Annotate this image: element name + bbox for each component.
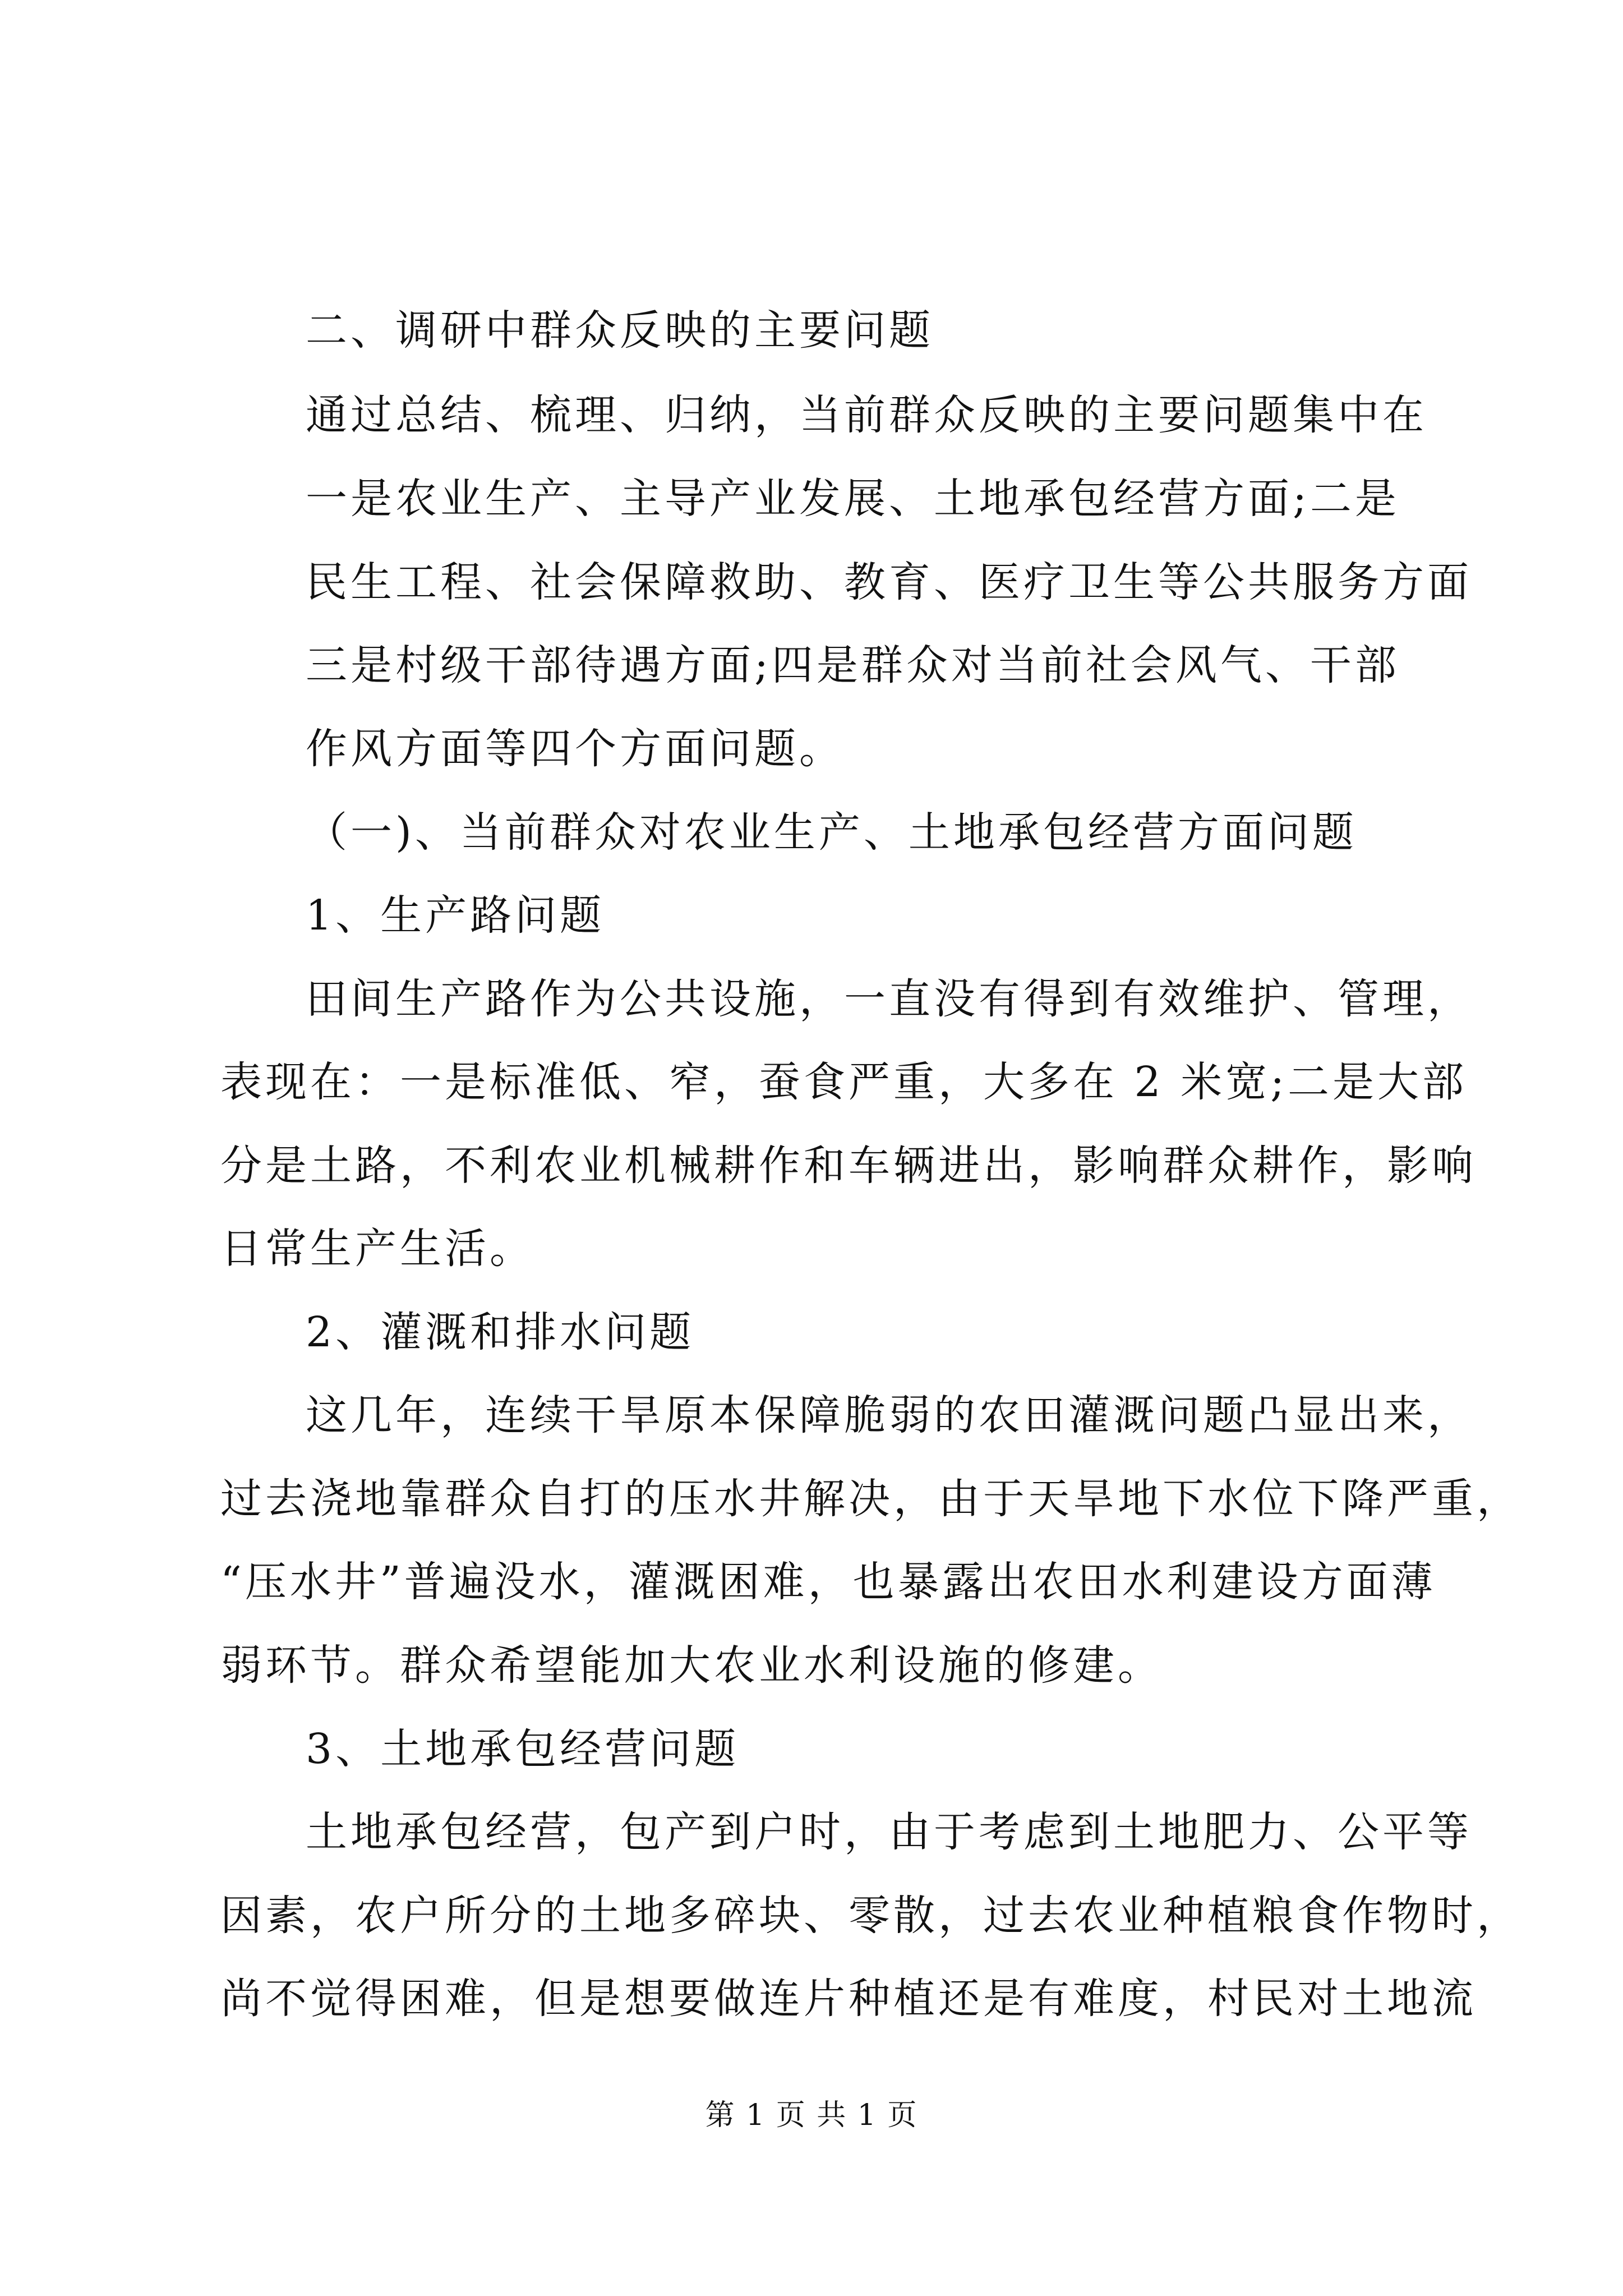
item-heading: 2、灌溉和排水问题 <box>306 1308 695 1356</box>
body-line: 一是农业生产、主导产业发展、土地承包经营方面;二是 <box>306 475 1400 523</box>
body-line: 三是村级干部待遇方面;四是群众对当前社会风气、干部 <box>306 641 1400 689</box>
subsection-heading: （一)、当前群众对农业生产、土地承包经营方面问题 <box>306 808 1357 857</box>
body-line: 作风方面等四个方面问题。 <box>306 725 844 773</box>
body-line: 田间生产路作为公共设施，一直没有得到有效维护、管理， <box>306 975 1472 1023</box>
page-number-footer: 第 1 页 共 1 页 <box>705 2099 918 2132</box>
item-heading: 3、土地承包经营问题 <box>306 1725 740 1773</box>
body-line: 表现在：一是标准低、窄，蚕食严重，大多在 2 米宽;二是大部 <box>220 1058 1468 1106</box>
section-heading: 二、调研中群众反映的主要问题 <box>306 306 934 355</box>
body-line: 通过总结、梳理、归纳，当前群众反映的主要问题集中在 <box>306 391 1427 439</box>
body-line: 因素，农户所分的土地多碎块、零散，过去农业种植粮食作物时， <box>220 1892 1521 1940</box>
body-line: 过去浇地靠群众自打的压水井解决，由于天旱地下水位下降严重， <box>220 1475 1521 1523</box>
body-line: 日常生产生活。 <box>220 1225 534 1273</box>
body-line: 这几年，连续干旱原本保障脆弱的农田灌溉问题凸显出来， <box>306 1391 1472 1439</box>
body-line: “压水井”普遍没水，灌溉困难，也暴露出农田水利建设方面薄 <box>220 1558 1436 1606</box>
body-line: 弱环节。群众希望能加大农业水利设施的修建。 <box>220 1641 1163 1690</box>
item-heading: 1、生产路问题 <box>306 891 605 940</box>
body-line: 分是土路，不利农业机械耕作和车辆进出，影响群众耕作，影响 <box>220 1142 1477 1190</box>
body-line: 土地承包经营，包产到户时，由于考虑到土地肥力、公平等 <box>306 1808 1472 1856</box>
body-line: 民生工程、社会保障救助、教育、医疗卫生等公共服务方面 <box>306 558 1472 606</box>
body-line: 尚不觉得困难，但是想要做连片种植还是有难度，村民对土地流 <box>220 1975 1477 2023</box>
